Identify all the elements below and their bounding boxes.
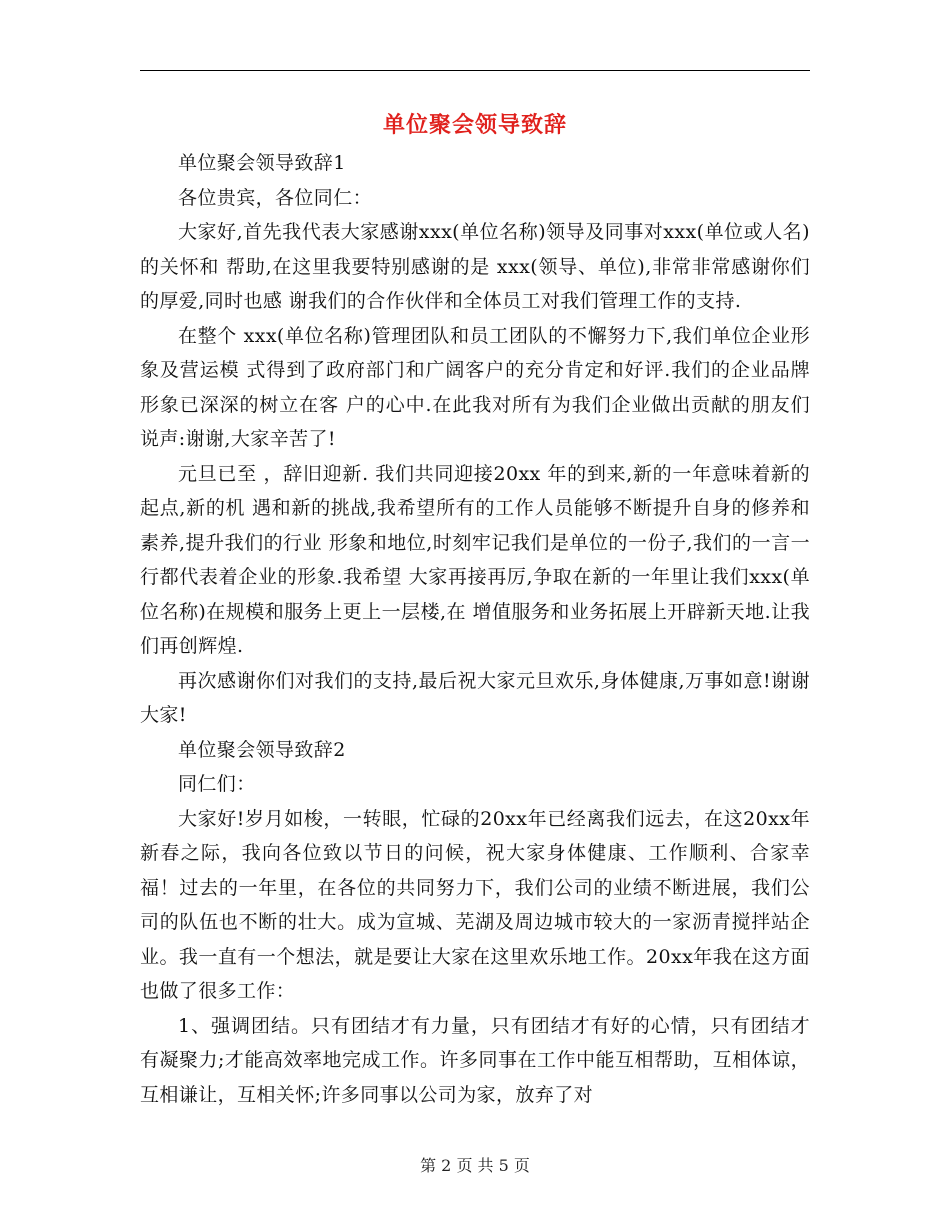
paragraph: 大家好,首先我代表大家感谢xxx(单位名称)领导及同事对xxx(单位或人名)的关怀和 帮助,在这里我要特别感谢的是 xxx(领导、单位),非常非常感谢你们的厚爱,同时也感 谢我们的合作伙伴和全体员工对我们管理工作的支持.	[140, 221, 810, 312]
page-number-footer: 第 2 页 共 5 页	[420, 1156, 530, 1175]
document-title: 单位聚会领导致辞	[382, 112, 567, 138]
paragraph: 大家好!岁月如梭，一转眼，忙碌的20xx年已经离我们远去，在这20xx年新春之际，我向各位致以节日的问候，祝大家身体健康、工作顺利、合家幸福！过去的一年里，在各位的共同努力下，我们公司的业绩不断进展，我们公司的队伍也不断的壮大。成为宣城、芜湖及周边城市较大的一家沥青搅拌站企业。我一直有一个想法，就是要让大家在这里欢乐地工作。20xx年我在这方面也做了很多工作：	[140, 807, 810, 1002]
section-heading-1: 单位聚会领导致辞1	[178, 152, 346, 174]
salutation-1: 各位贵宾，各位同仁：	[178, 186, 373, 209]
document-body	[140, 146, 810, 1112]
paragraph: 1、强调团结。只有团结才有力量，只有团结才有好的心情，只有团结才有凝聚力;才能高效率地完成工作。许多同事在工作中能互相帮助，互相体谅，互相谦让，互相关怀;许多同事以公司为家，放弃了对	[140, 1014, 810, 1106]
paragraph: 在整个 xxx(单位名称)管理团队和员工团队的不懈努力下,我们单位企业形象及营运模 式得到了政府部门和广阔客户的充分肯定和好评.我们的企业品牌形象已深深的树立在客 户的心中.在此我对所有为我们企业做出贡献的朋友们说声:谢谢,大家辛苦了!	[140, 324, 810, 450]
header-rule	[140, 70, 810, 71]
salutation-2: 同仁们：	[178, 773, 256, 795]
paragraph: 元旦已至 ，辞旧迎新. 我们共同迎接20xx 年的到来,新的一年意味着新的起点,新的机 遇和新的挑战,我希望所有的工作人员能够不断提升自身的修养和素养,提升我们的行业 形象和地位,时刻牢记我们是单位的一份子,我们的一言一行都代表着企业的形象.我希望 大家再接再厉,争取在新的一年里让我们xxx(单位名称)在规模和服务上更上一层楼,在 增值服务和业务拓展上开辟新天地.让我们再创辉煌.	[140, 462, 810, 657]
section-heading-2: 单位聚会领导致辞2	[178, 738, 346, 761]
paragraph: 再次感谢你们对我们的支持,最后祝大家元旦欢乐,身体健康,万事如意!谢谢大家!	[140, 669, 810, 726]
